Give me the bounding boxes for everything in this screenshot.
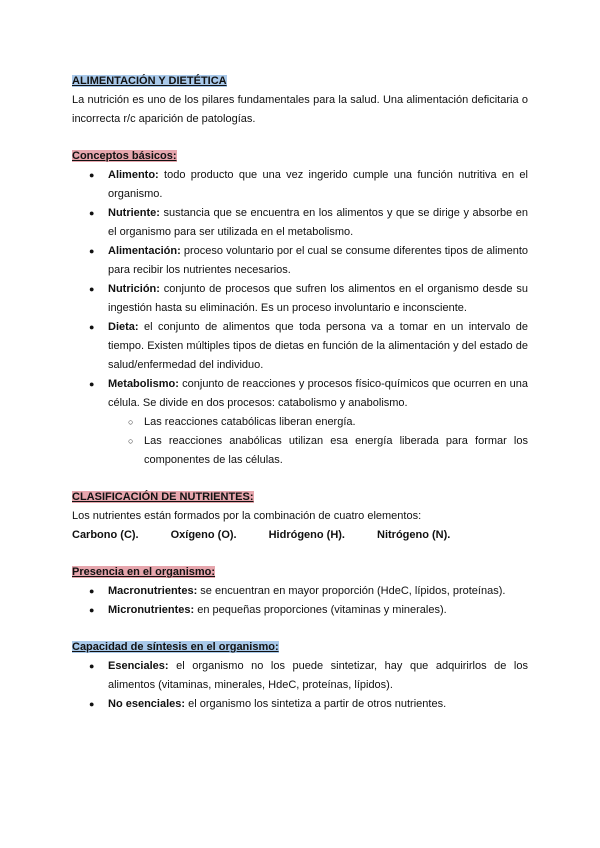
sub-item-catabolicas: ○ Las reacciones catabólicas liberan energía. <box>72 413 528 432</box>
presencia-micronutrientes: ● Micronutrientes: en pequeñas proporciones (vitaminas y minerales). <box>72 601 528 620</box>
concept-dieta: ● Dieta: el conjunto de alimentos que toda persona va a tomar en un intervalo de tiempo. Existen múltiples tipos de dietas en función de la alimentación y del estado de salud/enfermedad del individuo. <box>72 318 528 375</box>
concept-alimento: ● Alimento: todo producto que una vez ingerido cumple una función nutritiva en el organismo. <box>72 166 528 204</box>
element-carbono: Carbono (C). <box>72 529 139 541</box>
element-oxigeno: Oxígeno (O). <box>170 529 237 541</box>
conceptos-heading: Conceptos básicos: <box>72 150 177 162</box>
concept-metabolismo: ● Metabolismo: conjunto de reacciones y procesos físico-químicos que ocurren en una célula. Se divide en dos procesos: catabolismo y anabolismo. <box>72 375 528 413</box>
conceptos-list <box>72 166 528 470</box>
clasificacion-intro: Los nutrientes están formados por la combinación de cuatro elementos: <box>72 510 422 522</box>
capacidad-list <box>72 657 528 714</box>
intro-paragraph: La nutrición es uno de los pilares fundamentales para la salud. Una alimentación deficitaria o incorrecta r/c aparición de patologías. <box>72 94 528 125</box>
capacidad-no-esenciales: ● No esenciales: el organismo los sintetiza a partir de otros nutrientes. <box>72 695 528 714</box>
concept-nutricion: ● Nutrición: conjunto de procesos que sufren los alimentos en el organismo desde su ingestión hasta su eliminación. Es un proceso involuntario e inconsciente. <box>72 280 528 318</box>
presencia-list <box>72 582 528 620</box>
element-nitrogeno: Nitrógeno (N). <box>377 529 451 541</box>
clasificacion-heading: CLASIFICACIÓN DE NUTRIENTES: <box>72 491 254 503</box>
capacidad-esenciales: ● Esenciales: el organismo no los puede sintetizar, hay que adquirirlos de los alimentos (vitaminas, minerales, HdeC, proteínas, lípidos). <box>72 657 528 695</box>
element-hidrogeno: Hidrógeno (H). <box>268 529 345 541</box>
sub-item-anabolicas: ○ Las reacciones anabólicas utilizan esa energía liberada para formar los componentes de las células. <box>72 432 528 470</box>
presencia-macronutrientes: ● Macronutrientes: se encuentran en mayor proporción (HdeC, lípidos, proteínas). <box>72 582 528 601</box>
document-title: ALIMENTACIÓN Y DIETÉTICA <box>72 75 227 87</box>
concept-alimentacion: ● Alimentación: proceso voluntario por el cual se consume diferentes tipos de alimento para recibir los nutrientes necesarios. <box>72 242 528 280</box>
capacidad-heading: Capacidad de síntesis en el organismo: <box>72 641 279 653</box>
concept-nutriente: ● Nutriente: sustancia que se encuentra en los alimentos y que se dirige y absorbe en el organismo para ser utilizada en el metabolismo. <box>72 204 528 242</box>
document-content <box>72 72 528 714</box>
presencia-heading: Presencia en el organismo: <box>72 566 216 578</box>
elements-row <box>72 526 528 545</box>
